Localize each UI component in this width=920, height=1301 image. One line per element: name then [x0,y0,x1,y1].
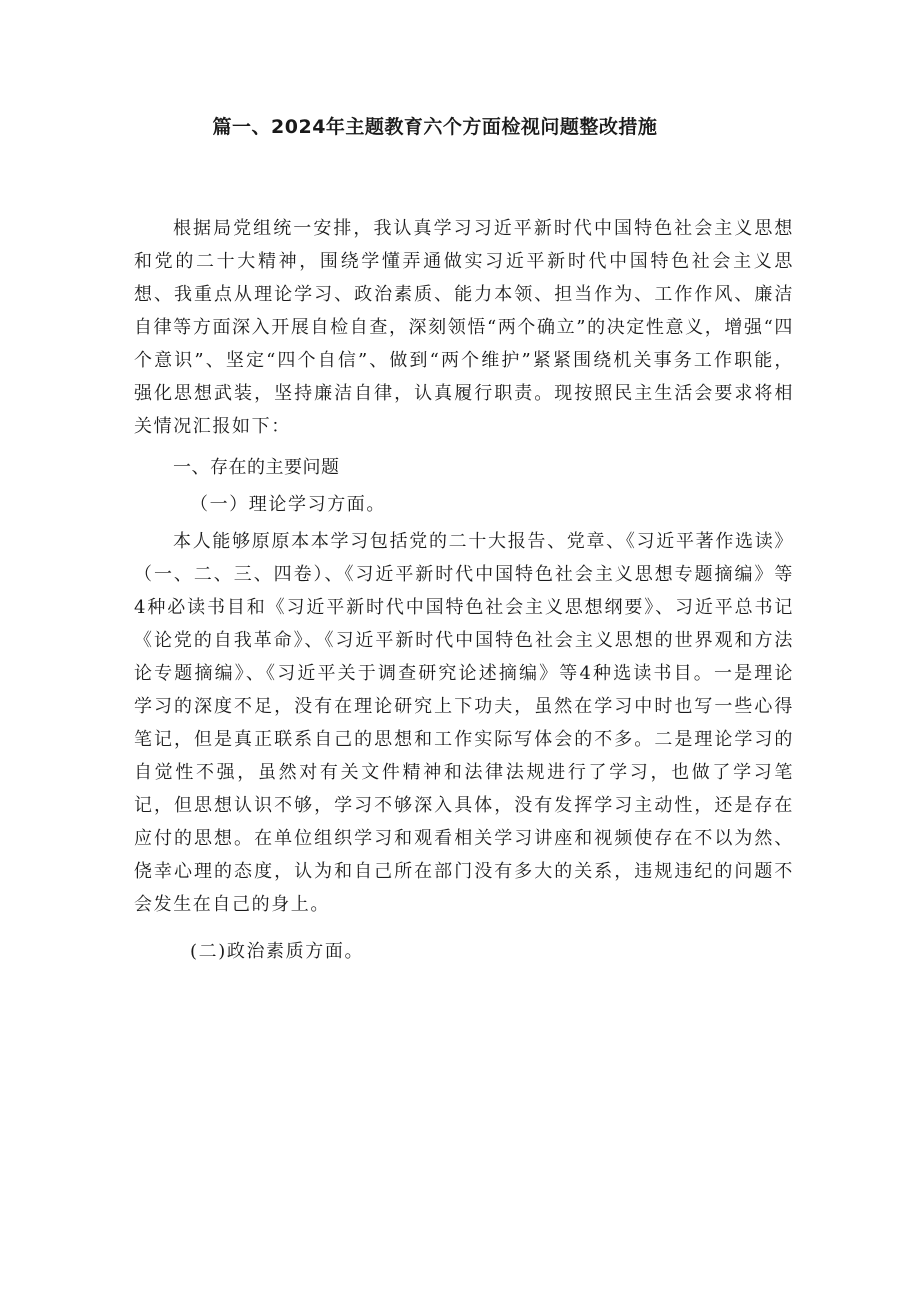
subsection-heading-theory: （一）理论学习方面。 [190,494,386,515]
intro-paragraph: 根据局党组统一安排，我认真学习习近平新时代中国特色社会主义思想和党的二十大精神，围绕学懂弄通做实习近平新时代中国特色社会主义思想、我重点从理论学习、政治素质、能力本领、担当作为、工作作风、廉洁自律等方面深入开展自检自查，深刻领悟“两个确立”的决定性意义，增强“四个意识”、坚定“四个自信”、做到“两个维护”紧紧围绕机关事务工作职能，强化思想武装，坚持廉洁自律，认真履行职责。现按照民主生活会要求将相关情况汇报如下： [134,218,794,437]
document-title [0,112,920,139]
document-body [134,212,794,968]
subsection-heading-politics: (二)政治素质方面。 [190,941,365,962]
theory-paragraph: 本人能够原原本本学习包括党的二十大报告、党章、《习近平著作选读》（一、二、三、四卷）、《习近平新时代中国特色社会主义思想专题摘编》等4种必读书目和《习近平新时代中国特色社会主义思想纲要》、习近平总书记《论党的自我革命》、《习近平新时代中国特色社会主义思想的世界观和方法论专题摘编》、《习近平关于调查研究论述摘编》等4种选读书目。一是理论学习的深度不足，没有在理论研究上下功夫，虽然在学习中时也写一些心得笔记，但是真正联系自己的思想和工作实际写体会的不多。二是理论学习的自觉性不强，虽然对有关文件精神和法律法规进行了学习，也做了学习笔记，但思想认识不够，学习不够深入具体，没有发挥学习主动性，还是存在应付的思想。在单位组织学习和观看相关学习讲座和视频使存在不以为然、侥幸心理的态度，认为和自己所在部门没有多大的关系，违规违纪的问题不会发生在自己的身上。 [134,531,794,915]
document-title-text: 篇一、2024年主题教育六个方面检视问题整改措施 [212,116,658,138]
section-heading-problems: 一、存在的主要问题 [173,457,340,478]
